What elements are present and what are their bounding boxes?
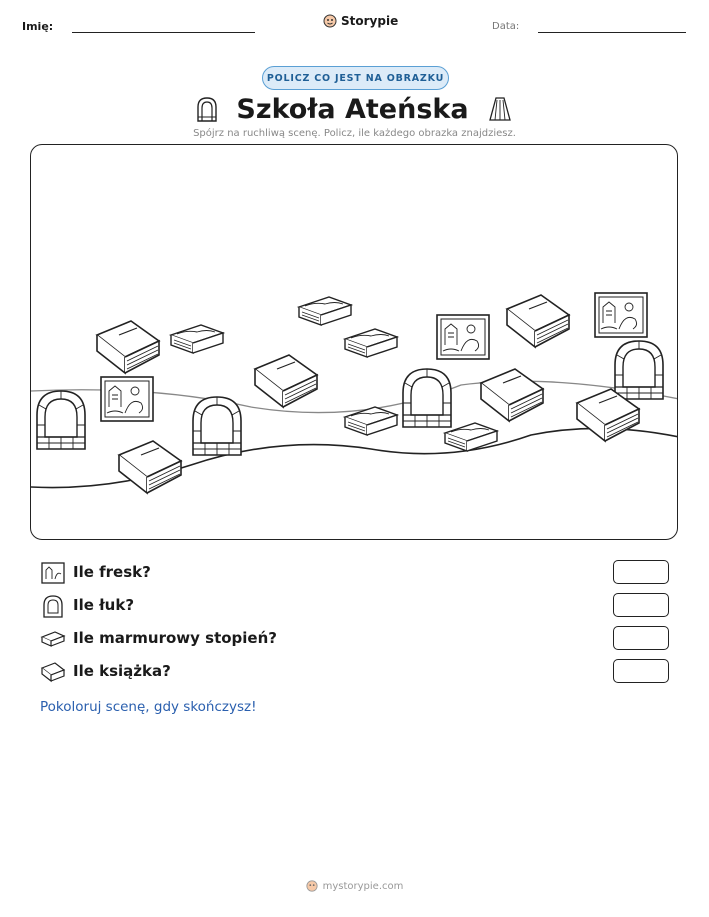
counting-scene — [30, 144, 678, 540]
fresco-icon — [40, 560, 66, 586]
name-label: Imię: — [22, 20, 54, 33]
instructions: Spójrz na ruchliwą scenę. Policz, ile każdego obrazka znajdziesz. — [193, 128, 516, 139]
title-text: Szkoła Ateńska — [236, 93, 469, 125]
name-line[interactable] — [72, 32, 255, 33]
question-row-marble-step — [40, 626, 680, 652]
date-label: Data: — [492, 21, 520, 32]
question-text: Ile fresk? — [73, 563, 151, 581]
question-text: Ile książka? — [73, 662, 171, 680]
arch-icon — [196, 96, 218, 122]
arch-icon — [40, 593, 66, 619]
question-row-arch — [40, 593, 680, 619]
answer-box-marble-step[interactable] — [613, 626, 669, 650]
brand — [323, 14, 398, 28]
answer-box-book[interactable] — [613, 659, 669, 683]
answer-box-fresco[interactable] — [613, 560, 669, 584]
storypie-logo-icon — [306, 880, 318, 892]
page-title — [0, 92, 709, 126]
site-url[interactable]: mystorypie.com — [322, 880, 404, 892]
marble-step-icon — [40, 626, 66, 652]
date-line[interactable] — [538, 32, 686, 33]
brand-name: Storypie — [341, 14, 399, 28]
storypie-logo-icon — [323, 14, 337, 28]
question-row-book — [40, 659, 680, 685]
question-text: Ile łuk? — [73, 596, 135, 614]
question-row-fresco — [40, 560, 680, 586]
activity-badge: POLICZ CO JEST NA OBRAZKU — [262, 66, 449, 90]
answer-box-arch[interactable] — [613, 593, 669, 617]
site-footer — [0, 880, 709, 892]
robe-icon — [487, 96, 513, 122]
book-icon — [40, 659, 66, 685]
question-text: Ile marmurowy stopień? — [73, 629, 277, 647]
coloring-note: Pokoloruj scenę, gdy skończysz! — [40, 699, 257, 715]
scene-illustration — [31, 145, 678, 540]
